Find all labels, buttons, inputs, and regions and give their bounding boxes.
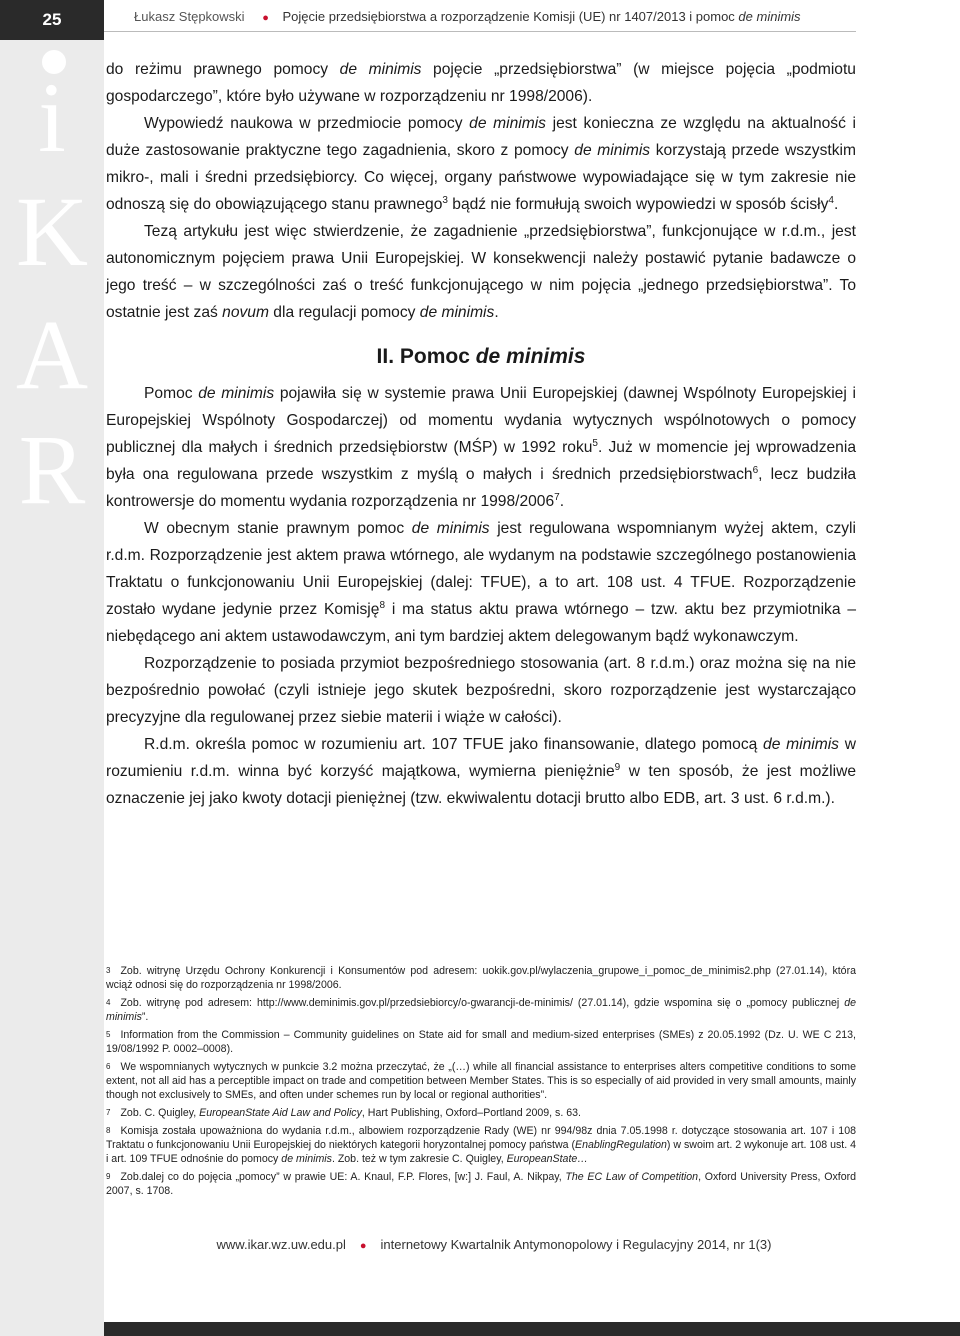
footnotes [106,964,856,1202]
header-title: Pojęcie przedsiębiorstwa a rozporządzenie Komisji (UE) nr 1407/2013 i pomoc de minimis [282,9,801,24]
footnote-ref[interactable]: 4 [828,194,834,206]
paragraph: do reżimu prawnego pomocy de minimis pojęcie „przedsiębiorstwa” (w miejsce pojęcia „podmiotu gospodarczego”, które było używane w rozporządzeniu nr 1998/2006). [106,61,856,105]
bottom-bar [104,1322,960,1336]
footnote-text: Zob. C. Quigley, EuropeanState Aid Law and Policy, Hart Publishing, Oxford–Portland 2009, s. 63. [120,1107,581,1119]
footer-journal: internetowy Kwartalnik Antymonopolowy i Regulacyjny 2014, nr 1(3) [380,1237,772,1252]
footnote [106,1124,856,1166]
page-number: 25 [0,0,104,40]
header-author: Łukasz Stępkowski [134,9,245,24]
footnote-text: Zob.dalej co do pojęcia „pomocy” w prawie UE: A. Knaul, F.P. Flores, [w:] J. Faul, A. Nikpay, The EC Law of Competition, Oxford University Press, Oxford 2007, s. 1708. [106,1171,857,1197]
footnote-number: 6 [106,1062,111,1071]
footnote-text: Information from the Commission – Community guidelines on State aid for small and medium-sized enterprises (SMEs) z 20.05.1992 (Dz. U. WE C 213, 19/08/1992 P. 0002–0008). [106,1029,856,1055]
footnote-ref[interactable]: 6 [752,464,759,476]
footnote-ref[interactable]: 7 [554,491,560,503]
footnote [106,1170,856,1198]
sidebar-letter-a: A [15,299,89,410]
footnote-number: 3 [106,966,111,975]
footnote [106,964,856,992]
footnote [106,1028,856,1056]
footnote-ref[interactable]: 8 [379,599,385,611]
footer-bullet-icon: ● [359,1240,367,1252]
running-header [134,9,854,24]
footnote [106,1060,856,1102]
article-body [106,56,856,812]
paragraph: Tezą artykułu jest więc stwierdzenie, że zagadnienie „przedsiębiorstwa”, funkcjonujące w r.d.m., jest autonomicznym pojęciem prawa Unii Europejskiej. W konsekwencji należy postawić pytanie badawcze o jego treść – w szczególności zaś o treść funkcjonującego w nim pojęcia „jednego przedsiębiorstwa”. To ostatnie jest zaś novum dla regulacji pomocy de minimis. [106,223,856,321]
footnote-number: 8 [106,1126,111,1135]
footnote-text: Zob. witrynę pod adresem: http://www.deminimis.gov.pl/przedsiebiorcy/o-gwarancji-de-minimis/ (27.01.14), gdzie wspomina się o „pomocy publicznej de minimis”. [106,997,856,1023]
footnote [106,996,856,1024]
footer-url[interactable]: www.ikar.wz.uw.edu.pl [216,1237,346,1252]
footnote-number: 7 [106,1108,111,1117]
sidebar-letter-i: i [38,62,66,173]
footnote-ref[interactable]: 9 [614,761,621,773]
sidebar [0,0,104,1336]
paragraph: Rozporządzenie to posiada przymiot bezpośredniego stosowania (art. 8 r.d.m.) oraz można się na nie bezpośrednio powołać (czyli istnieje jego skutek bezpośredni, skoro rozporządzenie jest wystarczająco precyzyjne dla regulowanej przez siebie materii i wiąże w całości). [106,655,856,726]
header-bullet-icon: ● [262,12,269,24]
sidebar-letter-k: K [15,176,89,287]
paragraph: Wypowiedź naukowa w przedmiocie pomocy de minimis jest konieczna ze względu na aktualność i duże zastosowanie praktyczne tego zagadnienia, skoro z pomocy de minimis korzystają przede wszystkim mikro-, mali i średni przedsiębiorcy. Co więcej, organy państwowe wypowiadające się w tym zakresie nie odnoszą się do obowiązującego stanu prawnego$^3$ bądź nie formułują swoich wypowiedzi w sposób ścisły$^4$. [106,115,856,213]
footnote-ref[interactable]: 3 [442,194,448,206]
header-divider [104,31,856,32]
footnote-ref[interactable]: 5 [592,437,598,449]
footnote-number: 9 [106,1172,111,1181]
paragraph: Pomoc de minimis pojawiła się w systemie prawa Unii Europejskiej (dawnej Wspólnoty Europejskiej i Europejskiej Wspólnoty Gospodarczej) od momentu wydania wytycznych wspólnotowych o pomocy publicznej dla małych i średnich przedsiębiorstw (MŚP) w 1992 roku$^5$. Już w momencie jej wprowadzenia była ona regulowana przede wszystkim z myślą o małych i średnich przedsiębiorstwach$^6$, lecz budziła kontrowersje do momentu wydania rozporządzenia nr 1998/2006$^7$. [106,385,856,510]
section-heading: II. Pomoc de minimis [376,345,586,368]
paragraph: R.d.m. określa pomoc w rozumieniu art. 107 TFUE jako finansowanie, dlatego pomocą de minimis w rozumieniu r.d.m. winna być korzyść majątkowa, wymierna pieniężnie$^9$ w ten sposób, że jest możliwe oznaczenie jej jako kwoty dotacji pieniężnej (tzw. ekwiwalentu dotacji brutto albo EDB, art. 3 ust. 6 r.d.m.). [106,736,857,807]
footnote-text: We wspomnianych wytycznych w punkcie 3.2 można przeczytać, że „(…) while all financial assistance to enterprises alters competitive conditions to some extent, not all aid has a perceptible impact on trade and competition between Member States. This is so especially of aid provided in very small amounts, mainly though not exclusively to SMEs, and often under schemes run by local or regional authorities”. [106,1061,856,1101]
page-footer [134,1237,854,1252]
footnote-number: 4 [106,998,111,1007]
footnote-number: 5 [106,1030,111,1039]
sidebar-letter-r: R [18,414,86,525]
footnote [106,1106,856,1120]
paragraph: W obecnym stanie prawnym pomoc de minimis jest regulowana wspomnianym wyżej aktem, czyli r.d.m. Rozporządzenie jest aktem prawa wtórnego, ale wydanym na podstawie szczególnego postanowienia Traktatu o funkcjonowaniu Unii Europejskiej (dalej: TFUE), a to art. 108 ust. 4 TFUE. Rozporządzenie zostało wydane jedynie przez Komisję$^8$ i ma status aktu prawa wtórnego – tzw. aktu bez przymiotnika – niebędącego ani aktem ustawodawczym, ani tym bardziej aktem delegowanym bądź wykonawczym. [106,520,856,645]
footnote-text: Zob. witrynę Urzędu Ochrony Konkurencji i Konsumentów pod adresem: uokik.gov.pl/wylaczenia_grupowe_i_pomoc_de_minimis2.php (27.01.14), która wciąż odnosi się do rozporządzenia nr 1998/2006. [106,965,856,991]
footnote-text: Komisja została upoważniona do wydania r.d.m., albowiem rozporządzenie Rady (WE) nr 994/98z dnia 7.05.1998 r. dotyczące stosowania art. 107 i 108 Traktatu o funkcjonowaniu Unii Europejskiej do niektórych kategorii horyzontalnej pomocy państwa (EnablingRegulation) w swoim art. 2 wykonuje art. 108 ust. 4 i art. 109 TFUE odnośnie do pomocy de minimis. Zob. też w tym zakresie C. Quigley, EuropeanState… [106,1125,857,1165]
